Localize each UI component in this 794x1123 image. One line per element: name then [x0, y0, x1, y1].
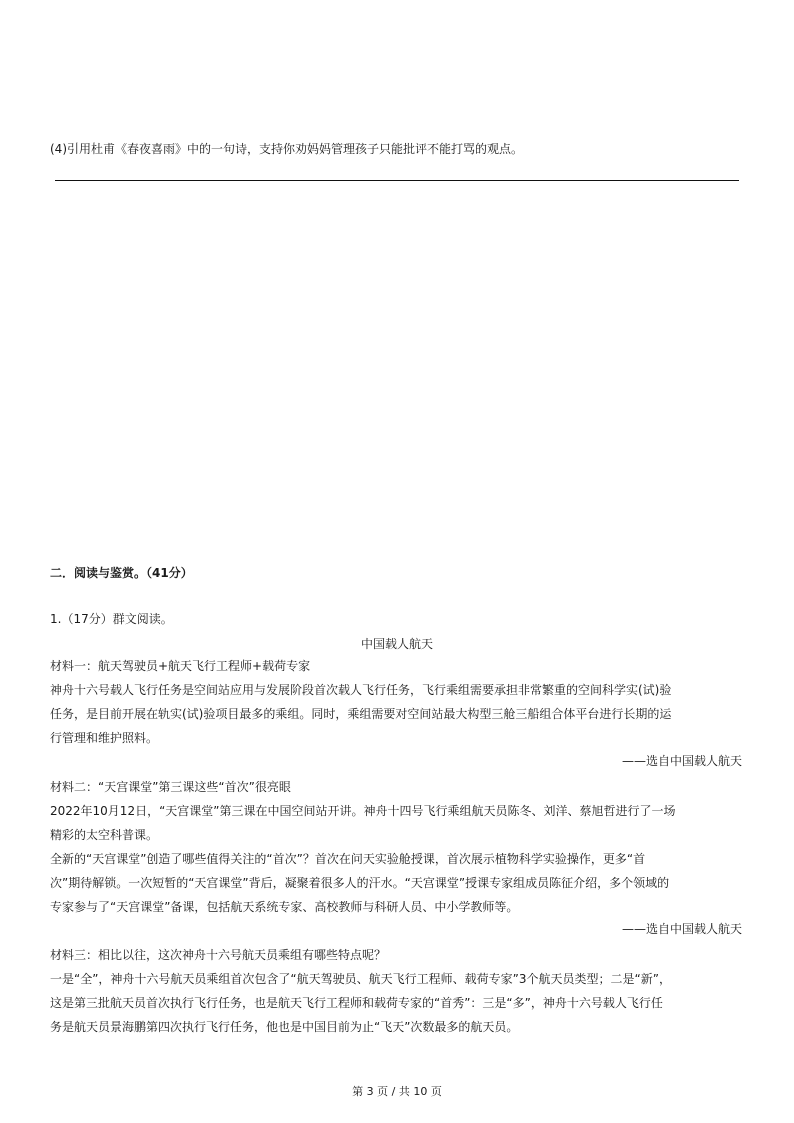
question-4-text: (4)引用杜甫《春夜喜雨》中的一句诗，支持你劝妈妈管理孩子只能批评不能打骂的观点。 — [50, 142, 524, 156]
article-title: 中国载人航天 — [360, 637, 433, 651]
answer-line — [55, 180, 739, 181]
material-3-heading: 材料三：相比以往，这次神舟十六号航天员乘组有哪些特点呢？ — [50, 948, 387, 962]
material-2-source: ——选自中国载人航天 — [621, 922, 742, 936]
material-3-line: 务是航天员景海鹏第四次执行飞行任务，他也是中国目前为止“飞天”次数最多的航天员。 — [50, 1020, 519, 1034]
material-3 — [50, 943, 744, 1039]
material-2-line: 全新的“天宫课堂”创造了哪些值得关注的“首次”？首次在问天实验舱授课，首次展示植物科学实验操作，更多“首 — [50, 852, 646, 866]
material-2-line: 精彩的太空科普课。 — [50, 828, 159, 842]
question-1-header: 1.（17分）群文阅读。 — [50, 612, 173, 626]
material-2-line: 2022年10月12日，“天宫课堂”第三课在中国空间站开讲。神舟十四号飞行乘组航天员陈冬、刘洋、蔡旭哲进行了一场 — [50, 804, 676, 818]
material-2-line: 专家参与了“天宫课堂”备课，包括航天系统专家、高校教师与科研人员、中小学教师等。 — [50, 900, 519, 914]
material-1-source: ——选自中国载人航天 — [621, 754, 742, 768]
section-title: 二．阅读与鉴赏。（41分） — [50, 566, 193, 580]
material-1-line: 任务，是目前开展在轨实(试)验项目最多的乘组。同时，乘组需要对空间站最大构型三舱三船组合体平台进行长期的运 — [50, 707, 672, 721]
page-footer: 第 3 页 / 共 10 页 — [352, 1085, 442, 1098]
material-2-heading: 材料二：“天宫课堂”第三课这些“首次”很亮眼 — [50, 780, 291, 794]
material-1-line: 神舟十六号载人飞行任务是空间站应用与发展阶段首次载人飞行任务，飞行乘组需要承担非常繁重的空间科学实(试)验 — [50, 683, 672, 697]
material-3-line: 这是第三批航天员首次执行飞行任务，也是航天飞行工程师和载荷专家的“首秀”：三是“多”，神舟十六号载人飞行任 — [50, 996, 663, 1010]
material-2 — [50, 775, 744, 919]
material-1-heading: 材料一：航天驾驶员+航天飞行工程师+载荷专家 — [50, 659, 311, 673]
material-1-line: 行管理和维护照料。 — [50, 731, 159, 745]
material-1 — [50, 654, 744, 750]
material-2-line: 次”期待解锁。一次短暂的“天宫课堂”背后，凝聚着很多人的汗水。“天宫课堂”授课专家组成员陈征介绍，多个领域的 — [50, 876, 670, 890]
material-3-line: 一是“全”，神舟十六号航天员乘组首次包含了“航天驾驶员、航天飞行工程师、载荷专家”3个航天员类型；二是“新”， — [50, 972, 671, 986]
